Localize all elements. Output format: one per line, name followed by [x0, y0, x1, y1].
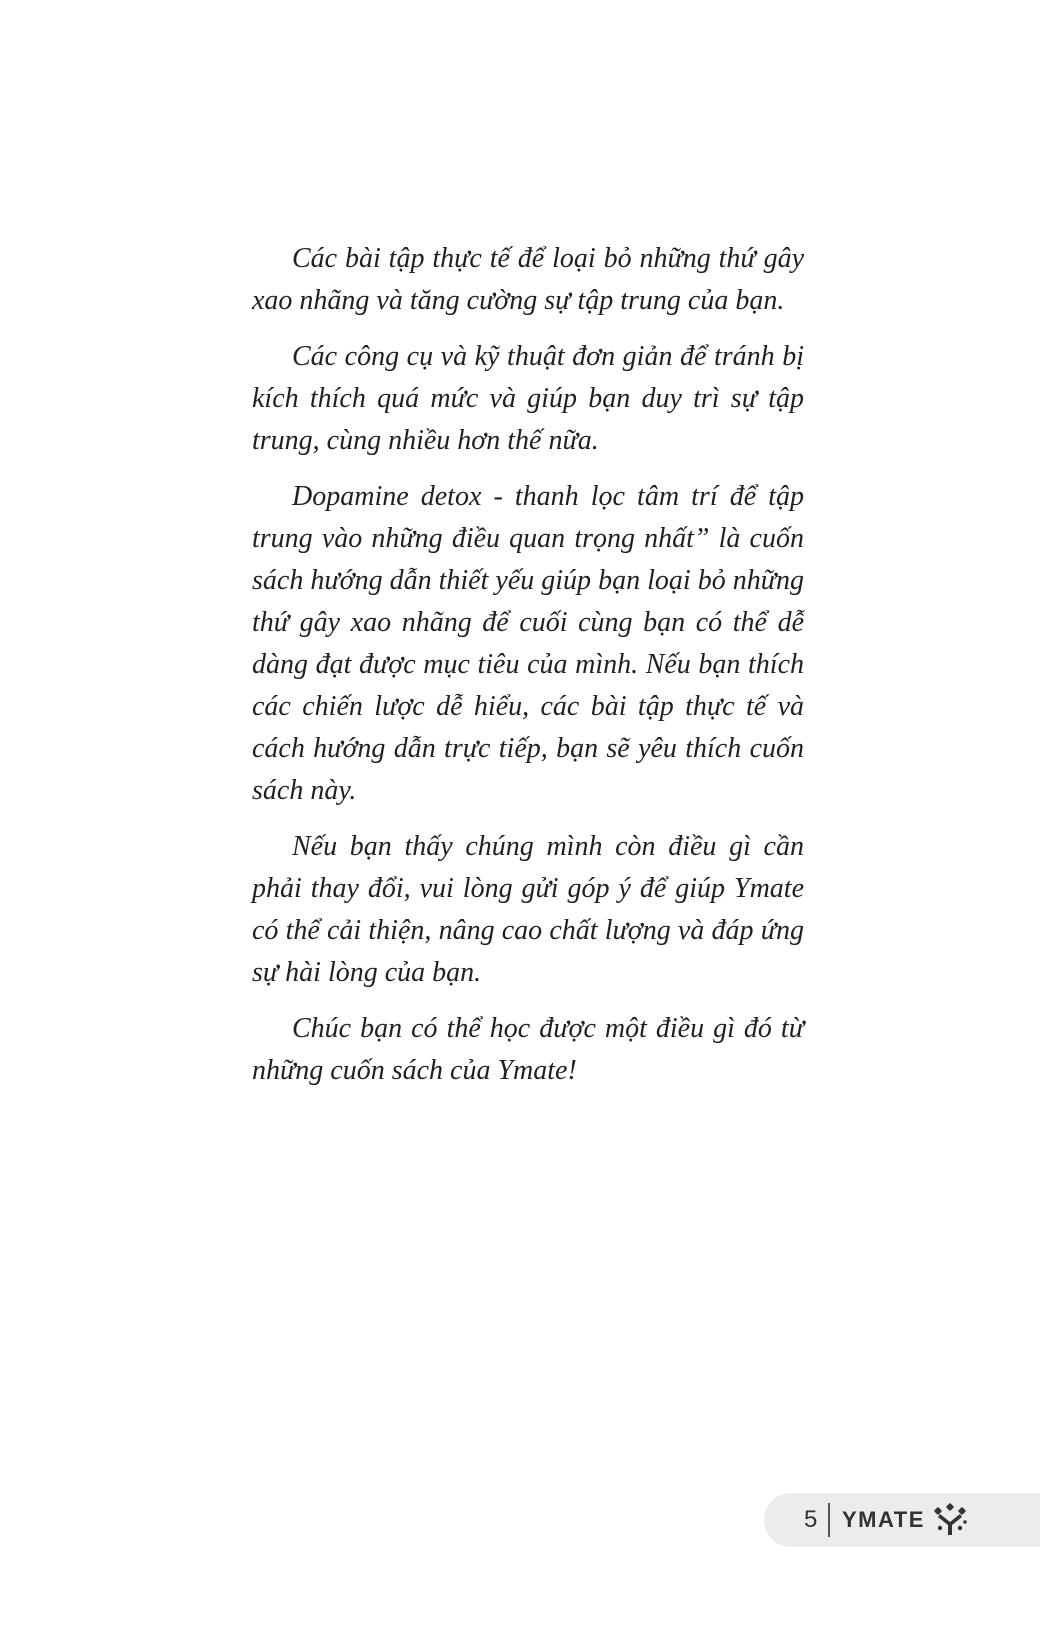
- ymate-logo-icon: [932, 1502, 968, 1538]
- brand-name: YMATE: [842, 1507, 925, 1532]
- paragraph-book-summary: Dopamine detox - thanh lọc tâm trí để tập trung vào những điều quan trọng nhất” là cuốn sách hướng dẫn thiết yếu giúp bạn loại bỏ những thứ gây xao nhãng để cuối cùng bạn có thể dễ dàng đạt được mục tiêu của mình. Nếu bạn thích các chiến lược dễ hiểu, các bài tập thực tế và cách hướng dẫn trực tiếp, bạn sẽ yêu thích cuốn sách này.: [252, 481, 804, 806]
- paragraph-closing: Chúc bạn có thể học được một điều gì đó từ những cuốn sách của Ymate!: [252, 1013, 804, 1086]
- paragraph-exercises: Các bài tập thực tế để loại bỏ những thứ gây xao nhãng và tăng cường sự tập trung của bạn.: [252, 243, 804, 316]
- footer-divider: [828, 1503, 830, 1537]
- paragraph-feedback: Nếu bạn thấy chúng mình còn điều gì cần phải thay đổi, vui lòng gửi góp ý để giúp Ymate có thể cải thiện, nâng cao chất lượng và đáp ứng sự hài lòng của bạn.: [252, 831, 804, 988]
- body-text: [252, 238, 804, 1106]
- page-number: 5: [804, 1506, 818, 1533]
- paragraph-tools: Các công cụ và kỹ thuật đơn giản để tránh bị kích thích quá mức và giúp bạn duy trì sự tập trung, cùng nhiều hơn thế nữa.: [252, 341, 804, 456]
